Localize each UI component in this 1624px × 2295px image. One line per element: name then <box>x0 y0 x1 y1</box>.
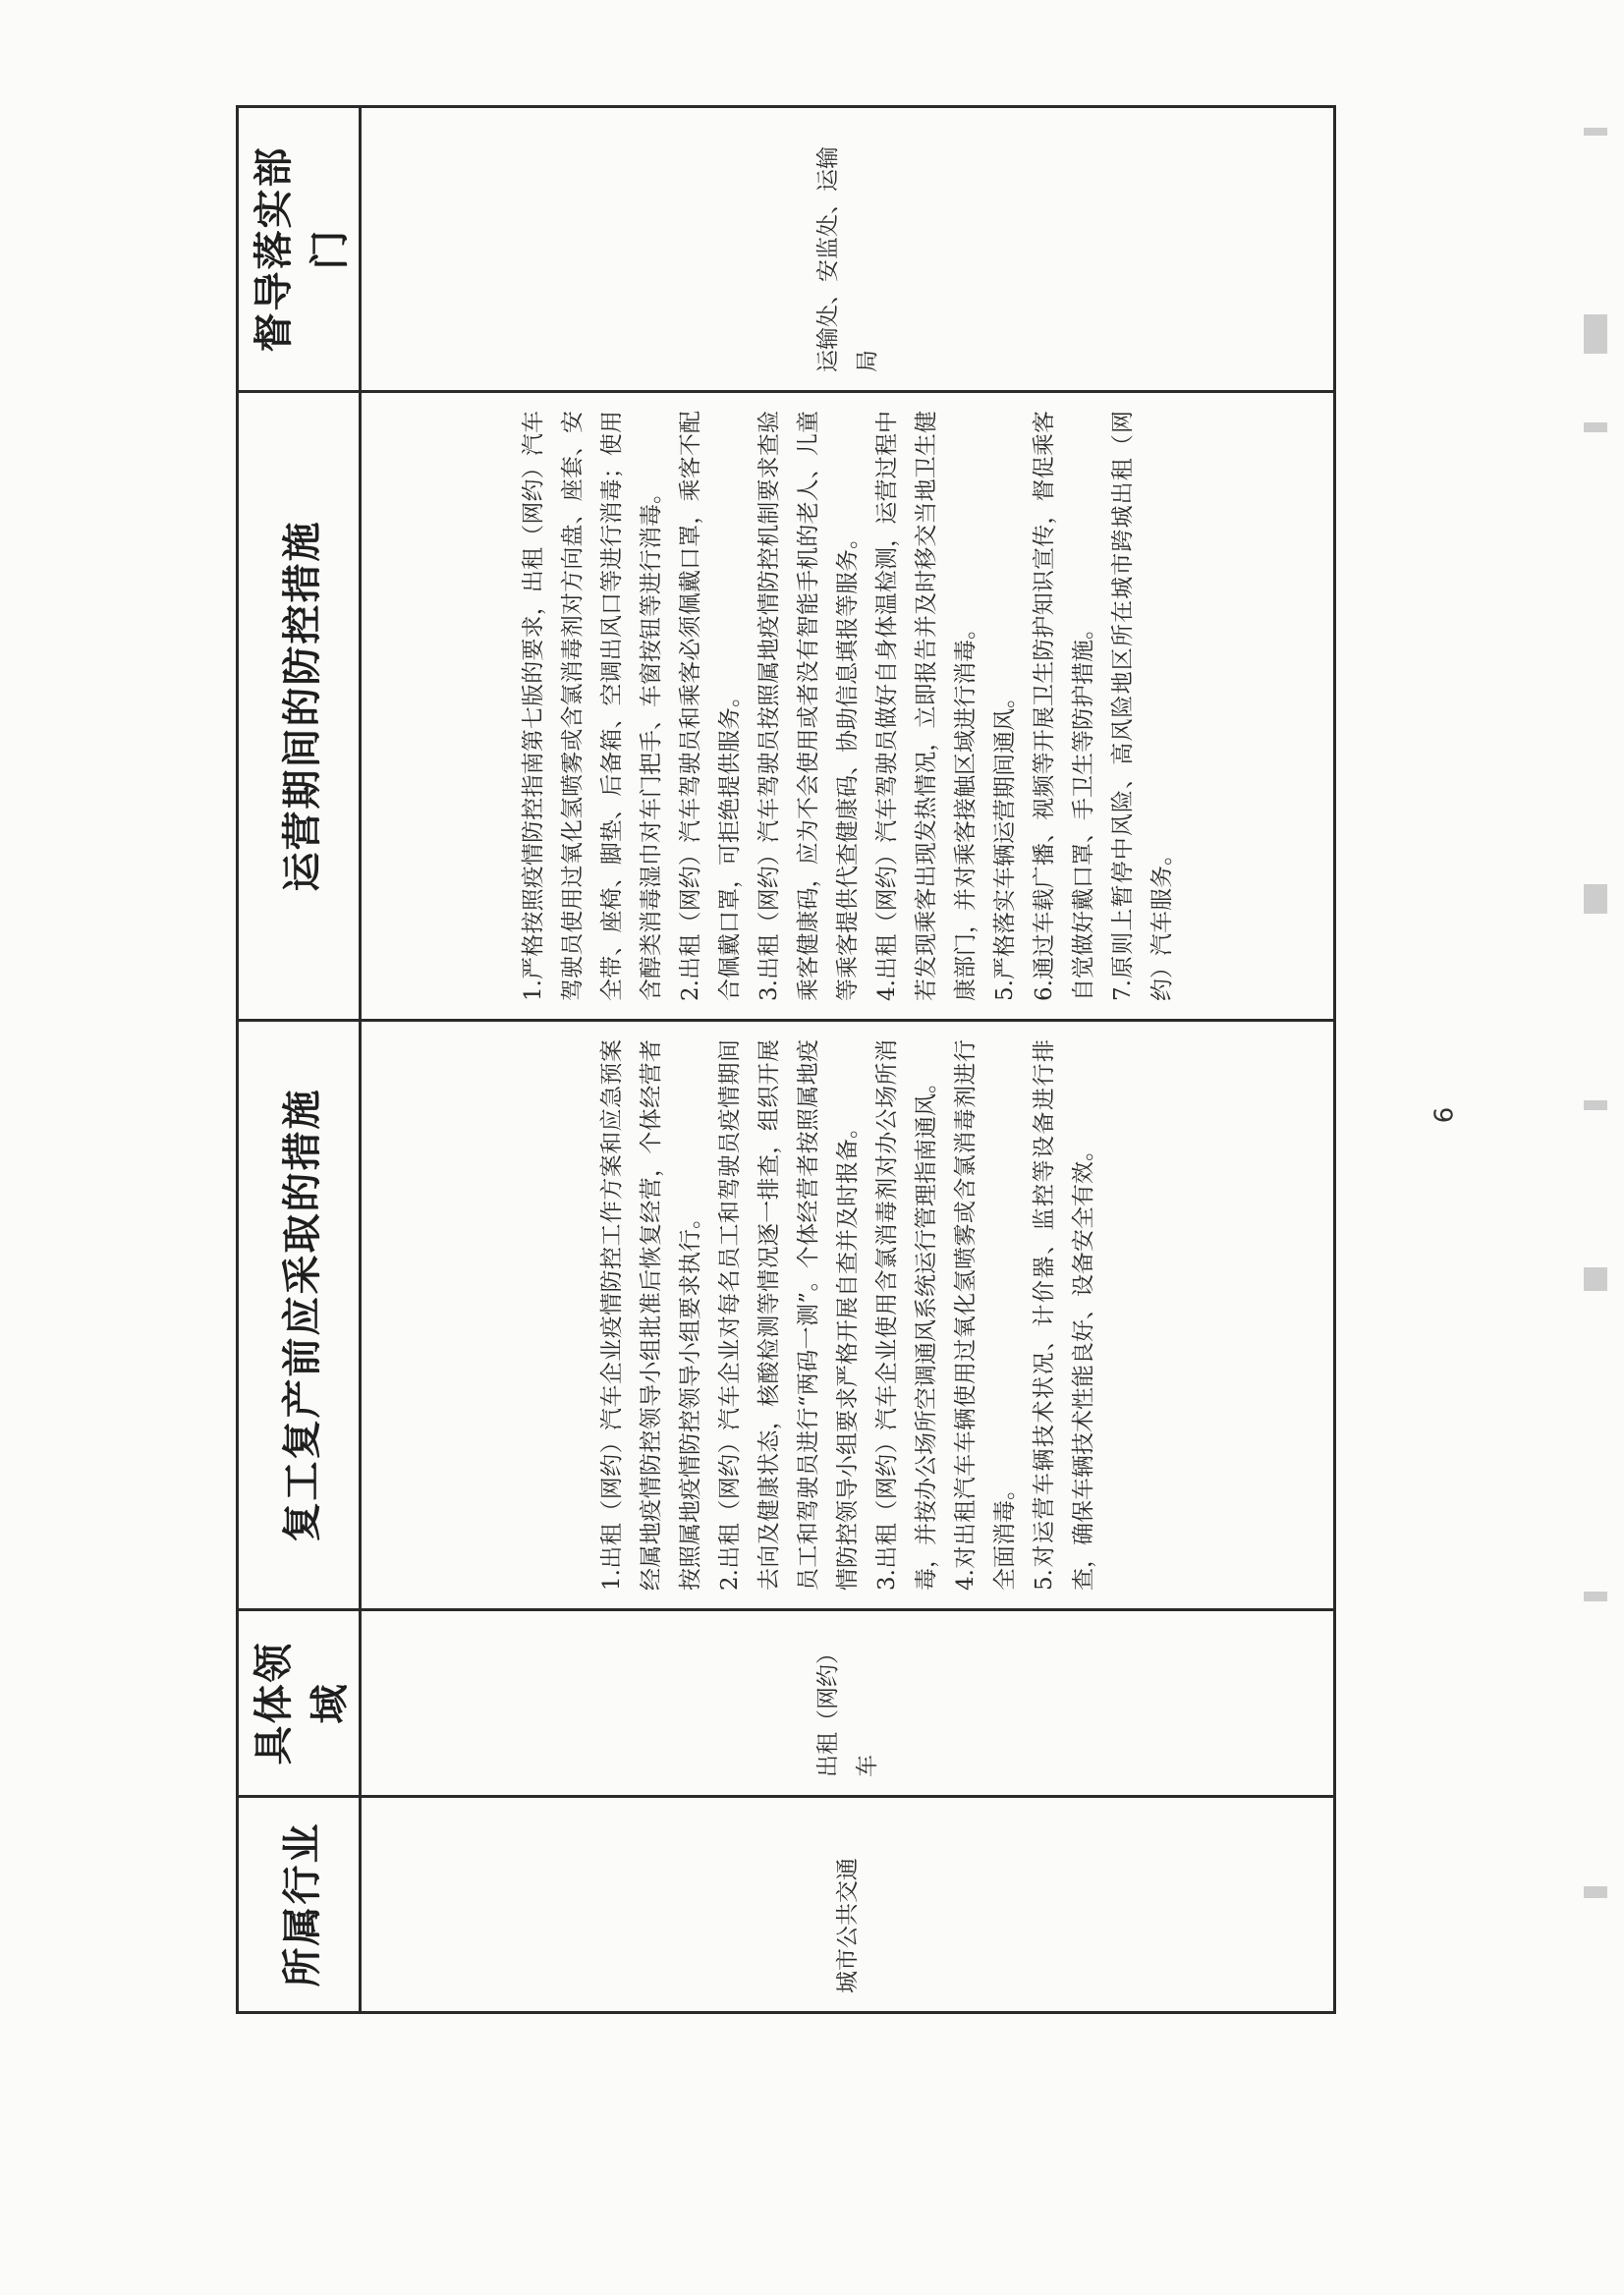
resume-measure-item: 3.出租（网约）汽车企业使用含氯消毒剂对办公场所消毒，并按办公场所空调通风系统运行管理指南通风。 <box>873 1039 939 1591</box>
resume-measure-item: 5.对运营车辆技术状况、计价器、监控等设备进行排查，确保车辆技术性能良好、设备安全有效。 <box>1031 1039 1096 1591</box>
scan-edge-mark <box>1584 884 1607 914</box>
page-number: 6 <box>1429 1106 1460 1124</box>
operation-measure-item: 5.严格落实车辆运营期间通风。 <box>991 686 1018 1001</box>
header-operation-measures: 运营期间的防控措施 <box>238 392 361 1021</box>
scan-edge-mark <box>1584 1267 1607 1291</box>
scan-edge-mark <box>1584 1100 1607 1110</box>
cell-operation-measures <box>361 392 1335 1021</box>
operation-measure-item: 1.严格按照疫情防控指南第七版的要求，出租（网约）汽车驾驶员使用过氧化氢喷雾或含氯消毒剂对方向盘、座套、安全带、座椅、脚垫、后备箱、空调出风口等进行消毒；使用含醇类消毒湿巾对车门把手、车窗按钮等进行消毒。 <box>520 411 664 1001</box>
operation-measure-item: 7.原则上暂停中风险、高风险地区所在城市跨城出租（网约）汽车服务。 <box>1109 411 1175 1001</box>
resume-measure-item: 2.出租（网约）汽车企业对每名员工和驾驶员疫情期间去向及健康状态，核酸检测等情况逐一排查，组织开展员工和驾驶员进行“两码一测”。个体经营者按照属地疫情防控领导小组要求严格开展自查并及时报备。 <box>716 1039 861 1591</box>
cell-resume-measures <box>361 1021 1335 1610</box>
operation-measure-item: 6.通过车载广播、视频等开展卫生防护知识宣传，督促乘客自觉做好戴口罩、手卫生等防护措施。 <box>1031 411 1096 1001</box>
cell-field: 出租（网约）车 <box>361 1610 1335 1797</box>
scan-edge-mark <box>1584 1592 1607 1601</box>
table-header-row <box>238 107 361 2013</box>
scan-edge-mark <box>1584 314 1607 354</box>
scan-edge-mark <box>1584 1886 1607 1898</box>
measures-table <box>236 105 1336 2014</box>
header-resume-measures: 复工复产前应采取的措施 <box>238 1021 361 1610</box>
resume-measure-item: 4.对出租汽车车辆使用过氧化氢喷雾或含氯消毒剂进行全面消毒。 <box>952 1039 1018 1591</box>
header-field: 具体领域 <box>238 1610 361 1797</box>
cell-industry: 城市公共交通 <box>361 1797 1335 2013</box>
scan-edge-mark <box>1584 422 1607 432</box>
operation-measure-item: 4.出租（网约）汽车驾驶员做好自身体温检测，运营过程中若发现乘客出现发热情况，立即报告并及时移交当地卫生健康部门，并对乘客接触区域进行消毒。 <box>873 411 979 1001</box>
table-row <box>361 107 1335 2013</box>
resume-measure-item: 1.出租（网约）汽车企业疫情防控工作方案和应急预案经属地疫情防控领导小组批准后恢复经营，个体经营者按照属地疫情防控领导小组要求执行。 <box>598 1039 703 1591</box>
operation-measure-item: 2.出租（网约）汽车驾驶员和乘客必须佩戴口罩，乘客不配合佩戴口罩，可拒绝提供服务。 <box>677 411 743 1001</box>
header-supervising-dept: 督导落实部门 <box>238 107 361 392</box>
cell-supervising-dept: 运输处、安监处、运输局 <box>361 107 1335 392</box>
operation-measure-item: 3.出租（网约）汽车驾驶员按照属地疫情防控机制要求查验乘客健康码，应为不会使用或者没有智能手机的老人、儿童等乘客提供代查健康码、协助信息填报等服务。 <box>756 411 861 1001</box>
header-industry: 所属行业 <box>238 1797 361 2013</box>
rotated-table-container <box>236 108 1336 2014</box>
scan-edge-mark <box>1584 128 1607 136</box>
